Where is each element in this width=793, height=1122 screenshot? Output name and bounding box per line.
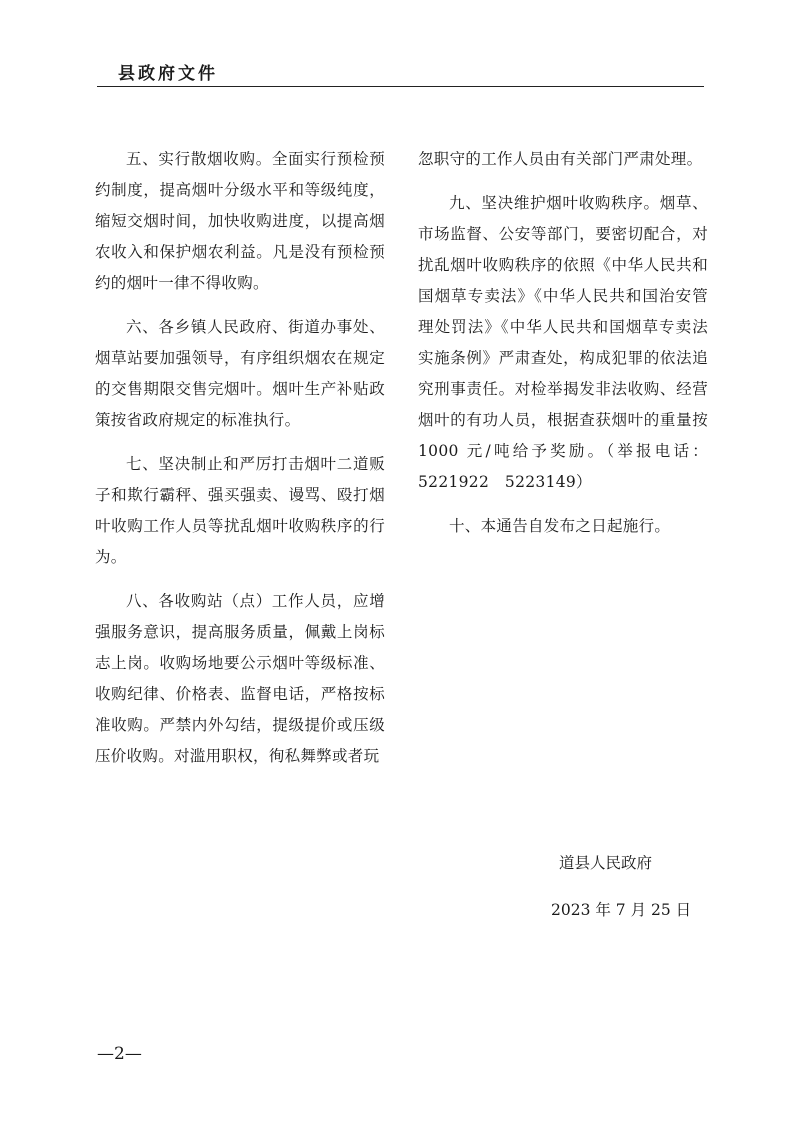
left-column: [95, 144, 385, 785]
signature-block: [505, 848, 745, 942]
article-8-continuation: 忽职守的工作人员由有关部门严肃处理。: [418, 150, 703, 168]
page-number: —2—: [97, 1044, 142, 1064]
article-5: 五、实行散烟收购。全面实行预检预约制度，提高烟叶分级水平和等级纯度，缩短交烟时间，加快收购进度，以提高烟农收入和保护烟农利益。凡是没有预检预约的烟叶一律不得收购。: [95, 150, 385, 292]
article-9: 九、坚决维护烟叶收购秩序。烟草、市场监督、公安等部门，要密切配合，对扰乱烟叶收购秩序的依照《中华人民共和国烟草专卖法》《中华人民共和国治安管理处罚法》《中华人民共和国烟草专卖法实施条例》严肃查处，构成犯罪的依法追究刑事责任。对检举揭发非法收购、经营烟叶的有功人员，根据查获烟叶的重量按1000 元/吨给予奖励。（举报电话：5221922 5223149）: [418, 194, 708, 491]
document-header-title: 县政府文件: [118, 64, 218, 84]
article-10: 十、本通告自发布之日起施行。: [449, 517, 671, 535]
article-6: 六、各乡镇人民政府、街道办事处、烟草站要加强领导，有序组织烟农在规定的交售期限交售完烟叶。烟叶生产补贴政策按省政府规定的标准执行。: [95, 318, 385, 429]
article-7: 七、坚决制止和严厉打击烟叶二道贩子和欺行霸秤、强买强卖、谩骂、殴打烟叶收购工作人员等扰乱烟叶收购秩序的行为。: [95, 455, 385, 566]
header-divider: [97, 86, 704, 87]
right-column: [418, 144, 708, 555]
issuing-organization: 道县人民政府: [559, 854, 653, 872]
article-8: 八、各收购站（点）工作人员，应增强服务意识，提高服务质量，佩戴上岗标志上岗。收购场地要公示烟叶等级标准、收购纪律、价格表、监督电话，严格按标准收购。严禁内外勾结，提级提价或压级压价收购。对滥用职权，徇私舞弊或者玩: [95, 592, 385, 765]
issue-date: 2023 年 7 月 25 日: [551, 901, 692, 919]
